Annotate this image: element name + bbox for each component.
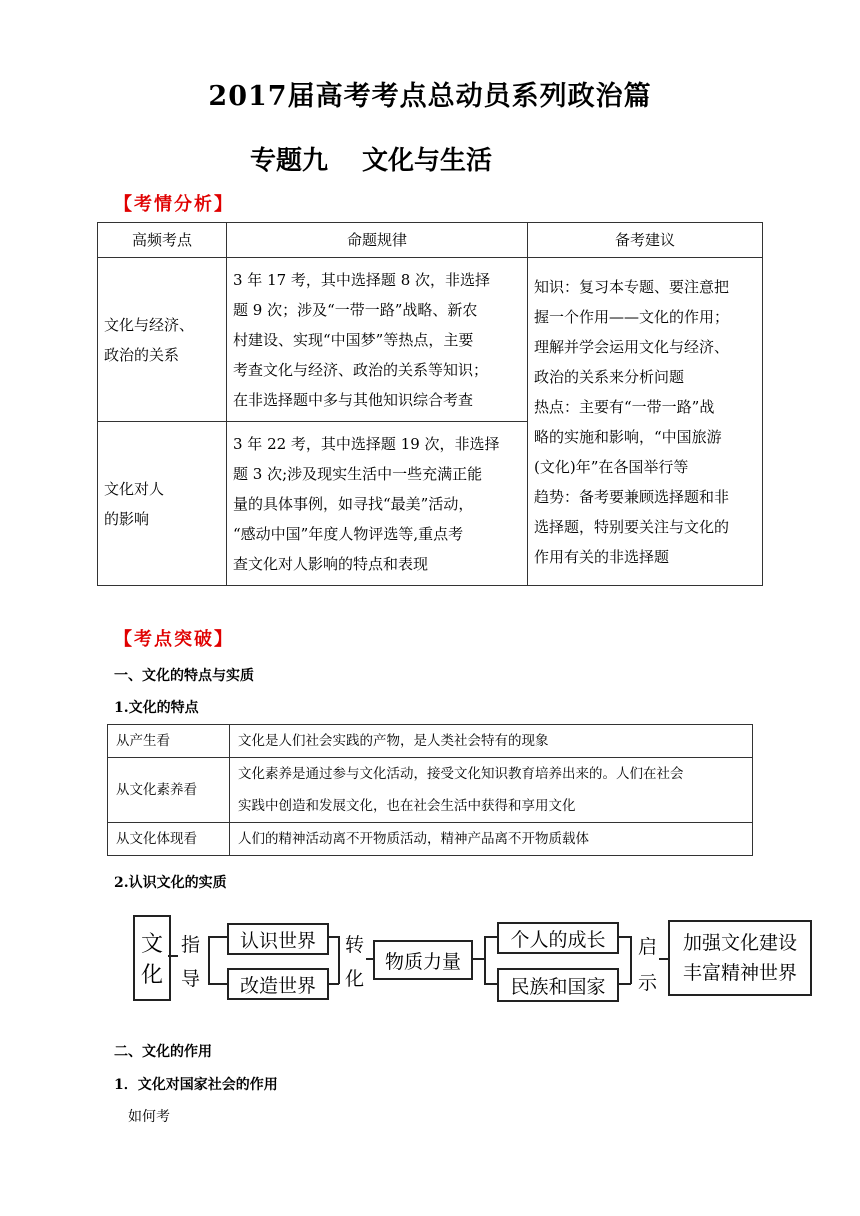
topic-number: 专题九 xyxy=(250,146,329,176)
culture-char: 文 xyxy=(140,932,163,957)
rule-line: 查文化对人影响的特点和表现 xyxy=(233,554,429,573)
advice-line: 政治的关系来分析问题 xyxy=(534,367,685,386)
point-line: 的影响 xyxy=(104,509,150,528)
culture-features-table xyxy=(107,724,753,856)
result-line: 丰富精神世界 xyxy=(682,962,797,984)
connector xyxy=(484,983,498,985)
bracket-line xyxy=(338,936,340,984)
advice-line: (文化)年”在各国举行等 xyxy=(534,457,689,476)
feature-value xyxy=(230,725,753,758)
advice-line: 趋势：备考要兼顾选择题和非 xyxy=(534,487,730,506)
feature-line: 实践中创造和发展文化，也在社会生活中获得和享用文化 xyxy=(238,798,576,814)
rule-line: 在非选择题中多与其他知识综合考查 xyxy=(233,390,474,409)
feature-key: 从产生看 xyxy=(108,725,230,758)
table-row xyxy=(108,725,753,758)
culture-box xyxy=(133,915,171,1001)
topic-title xyxy=(250,140,492,177)
connector xyxy=(208,936,228,938)
advice-line: 理解并学会运用文化与经济、 xyxy=(534,337,730,356)
rule-line: 3 年 22 考，其中选择题 19 次，非选择 xyxy=(233,434,500,453)
column-header: 备考建议 xyxy=(528,223,763,258)
subsection-heading: 1．文化对国家社会的作用 xyxy=(114,1077,278,1093)
feature-line: 文化是人们社会实践的产物，是人类社会特有的现象 xyxy=(238,733,549,749)
result-box xyxy=(668,920,812,996)
transform-char: 化 xyxy=(345,968,365,990)
rule-line: 考查文化与经济、政治的关系等知识； xyxy=(233,360,489,379)
high-frequency-point xyxy=(98,258,227,422)
bracket-line xyxy=(208,936,210,984)
advice-line: 选择题，特别要关注与文化的 xyxy=(534,517,730,536)
enlighten-char: 启 xyxy=(638,936,658,958)
feature-line: 人们的精神活动离不开物质活动，精神产品离不开物质载体 xyxy=(238,831,589,847)
transform-char: 转 xyxy=(345,934,365,956)
table-row xyxy=(108,758,753,823)
subsection-heading: 2.认识文化的实质 xyxy=(114,875,227,891)
rule-line: 题 9 次；涉及“一带一路”战略、新农 xyxy=(233,300,478,319)
feature-line: 文化素养是通过参与文化活动，接受文化知识教育培养出来的。人们在社会 xyxy=(238,766,684,782)
bracket-line xyxy=(484,936,486,984)
table-row xyxy=(108,823,753,856)
exam-analysis-table xyxy=(97,222,763,586)
document-title: 2017届高考考点总动员系列政治篇 xyxy=(208,81,652,112)
proposition-rule xyxy=(227,422,528,586)
feature-value xyxy=(230,758,753,823)
rule-line: 3 年 17 考，其中选择题 8 次，非选择 xyxy=(233,270,491,289)
connector xyxy=(168,955,178,957)
breakthrough-heading: 【考点突破】 xyxy=(114,629,234,650)
exam-analysis-heading: 【考情分析】 xyxy=(114,194,234,215)
how-to-test-label: 如何考 xyxy=(128,1109,170,1125)
know-world-box: 认识世界 xyxy=(227,923,329,955)
column-header: 命题规律 xyxy=(227,223,528,258)
material-force-box: 物质力量 xyxy=(373,940,473,980)
nation-box: 民族和国家 xyxy=(497,968,619,1002)
rule-line: 村建设、实现“中国梦”等热点，主要 xyxy=(233,330,474,349)
guide-char: 指 xyxy=(181,934,201,956)
connector xyxy=(617,936,631,938)
culture-char: 化 xyxy=(140,963,163,988)
feature-value xyxy=(230,823,753,856)
high-frequency-point xyxy=(98,422,227,586)
result-line: 加强文化建设 xyxy=(682,932,797,954)
topic-name: 文化与生活 xyxy=(362,146,493,176)
point-line: 政治的关系 xyxy=(104,345,180,364)
rule-line: “感动中国”年度人物评选等,重点考 xyxy=(233,524,464,543)
connector xyxy=(617,983,631,985)
connector xyxy=(484,936,498,938)
enlighten-char: 示 xyxy=(638,972,658,994)
rule-line: 量的具体事例，如寻找“最美”活动， xyxy=(233,494,474,513)
connector xyxy=(471,958,485,960)
guide-char: 导 xyxy=(181,968,201,990)
advice-line: 作用有关的非选择题 xyxy=(534,547,670,566)
personal-growth-box: 个人的成长 xyxy=(497,922,619,954)
feature-key: 从文化素养看 xyxy=(108,758,230,823)
advice-line: 热点：主要有“一带一路”战 xyxy=(534,397,715,416)
section-heading: 一、文化的特点与实质 xyxy=(114,668,254,684)
table-row xyxy=(98,258,763,422)
table-header-row xyxy=(98,223,763,258)
bracket-line xyxy=(630,936,632,984)
proposition-rule xyxy=(227,258,528,422)
subsection-heading: 1.文化的特点 xyxy=(114,700,199,716)
section-heading: 二、文化的作用 xyxy=(114,1044,212,1060)
advice-line: 知识：复习本专题、要注意把 xyxy=(534,277,730,296)
exam-advice xyxy=(528,258,763,586)
rule-line: 题 3 次;涉及现实生活中一些充满正能 xyxy=(233,464,483,483)
point-line: 文化与经济、 xyxy=(104,315,195,334)
advice-line: 略的实施和影响，“中国旅游 xyxy=(534,427,722,446)
column-header: 高频考点 xyxy=(98,223,227,258)
feature-key: 从文化体现看 xyxy=(108,823,230,856)
point-line: 文化对人 xyxy=(104,479,165,498)
change-world-box: 改造世界 xyxy=(227,968,329,1000)
advice-line: 握一个作用——文化的作用； xyxy=(534,307,730,326)
connector xyxy=(208,983,228,985)
